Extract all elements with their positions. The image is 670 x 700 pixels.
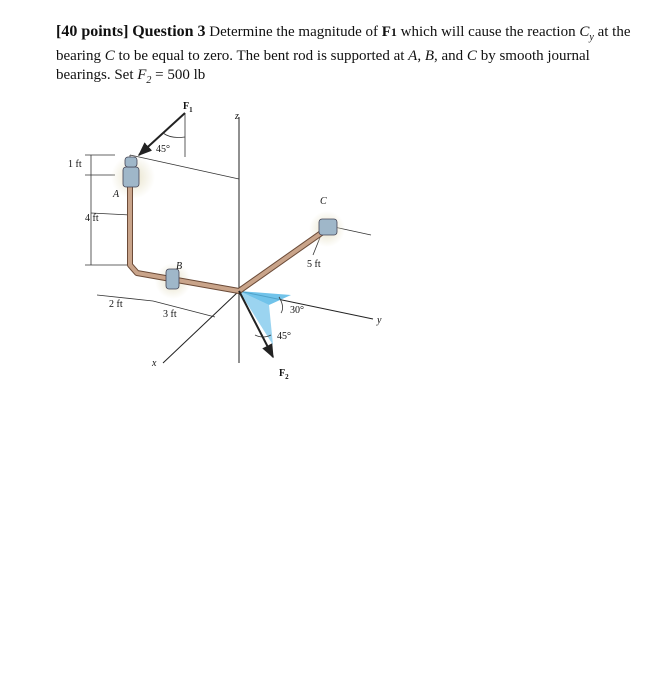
question-text-4: to be equal to zero. The bent rod is supported at (118, 48, 405, 64)
question-text-5: by smooth journal bearings. Set (56, 48, 590, 83)
dim-3ft-label: 3 ft (163, 309, 177, 320)
point-a-label: A (113, 189, 120, 200)
f1-angle-arc (163, 133, 185, 138)
figure-drawing (55, 95, 405, 385)
point-b-symbol: B (424, 48, 434, 64)
x-axis-label: x (152, 358, 157, 369)
bearing-c (319, 219, 337, 235)
dim-5ft-label: 5 ft (307, 259, 321, 270)
f1-label: $F_1$ (183, 101, 193, 114)
bearing-symbol: C (104, 48, 115, 64)
comma: , (417, 48, 422, 64)
text-and: , and (434, 48, 464, 64)
f2-label: $F_2$ (279, 368, 289, 381)
bearing-b (166, 269, 179, 289)
y-axis-label: y (377, 315, 382, 326)
x-axis-line (163, 291, 239, 363)
bearing-a (123, 167, 139, 187)
point-b-label: B (176, 261, 183, 272)
dim-line-2ft (97, 295, 153, 301)
angle-30-label: 30° (290, 305, 304, 316)
reaction-symbol: $C_y$ (579, 24, 594, 43)
dim-4ft-label: 4 ft (85, 213, 99, 224)
z-axis-label: z (235, 111, 239, 122)
f1-angle-label: 45° (156, 144, 170, 155)
question-text-3: at the bearing (56, 24, 631, 64)
point-c-symbol: C (466, 48, 477, 64)
dim-2ft-label: 2 ft (109, 299, 123, 310)
question-points: [40 points] (56, 23, 129, 40)
question-text-6: = 500 lb (155, 67, 206, 83)
dim-1ft-label: 1 ft (68, 159, 82, 170)
question-number: Question 3 (132, 23, 206, 40)
question-text-1: Determine the magnitude of (209, 24, 378, 40)
bearing-a-cap (125, 157, 137, 167)
question-text-2: which will cause the reaction (400, 24, 576, 40)
force-1-symbol: F1 (381, 24, 397, 40)
point-a-symbol: A (408, 48, 418, 64)
angle-45-label: 45° (277, 331, 291, 342)
question-text (56, 22, 636, 90)
bent-rod-figure (55, 95, 405, 385)
force-2-symbol: $F_2$ (137, 67, 152, 86)
point-c-label: C (320, 196, 327, 207)
